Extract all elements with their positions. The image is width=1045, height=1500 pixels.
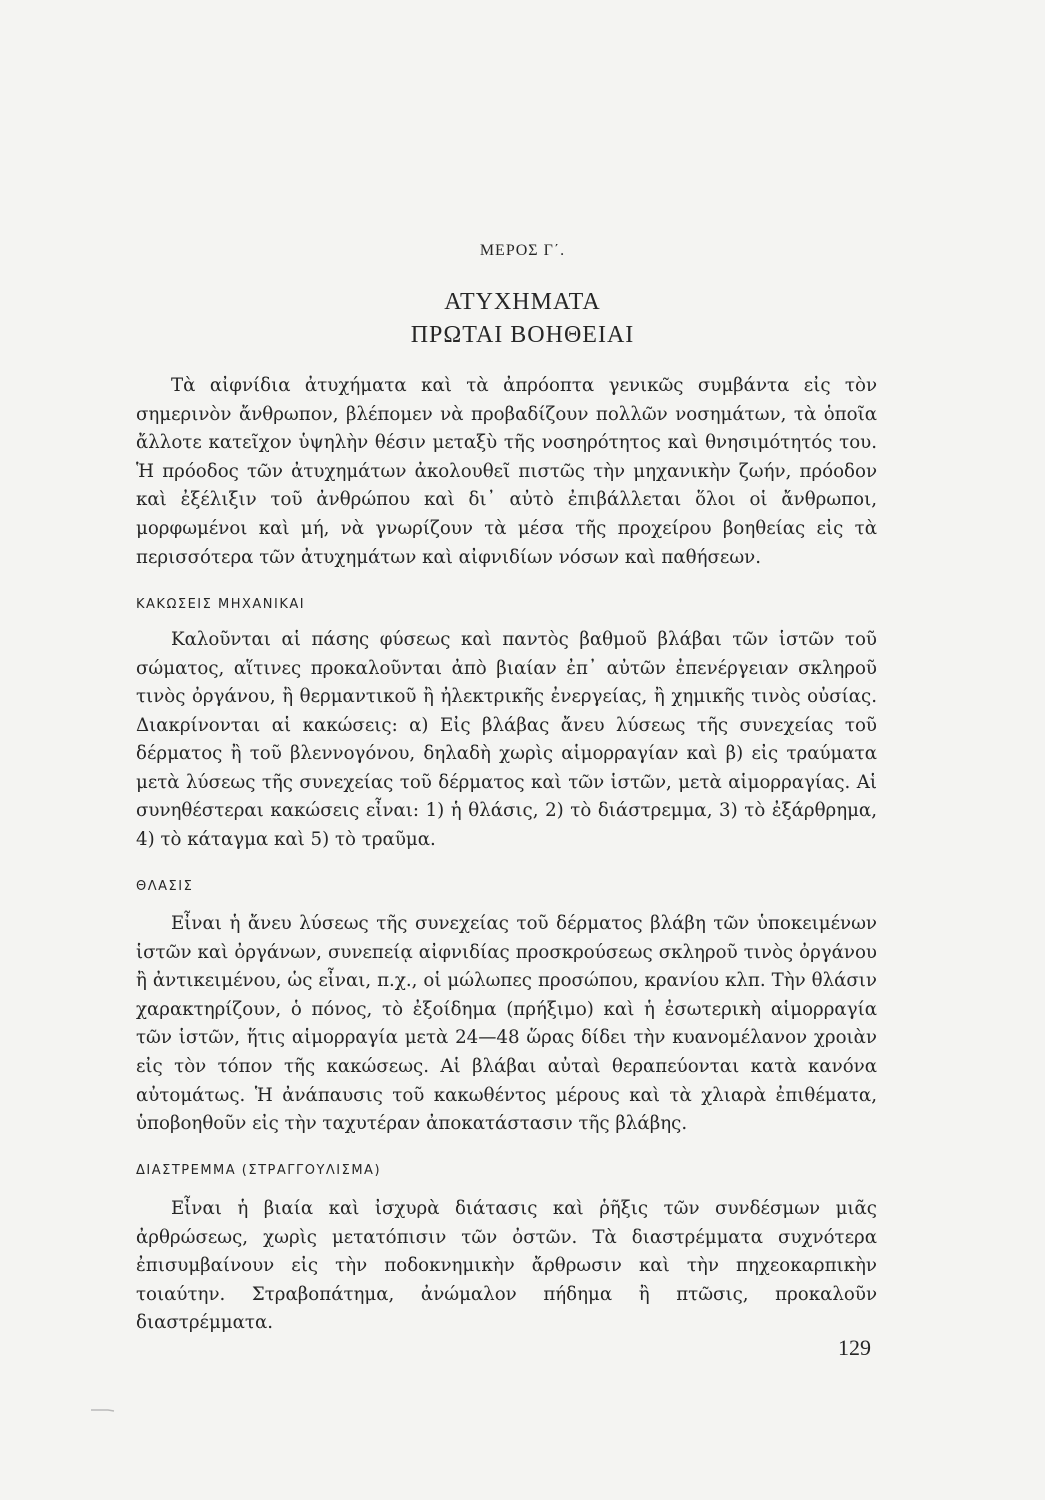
part-label: ΜΕΡΟΣ Γ΄. [479, 242, 566, 259]
scan-smudge-mark [90, 1407, 116, 1413]
section-heading-contusion: ΘΛΑΣΙΣ [136, 879, 194, 894]
section-heading-sprain: ΔΙΑΣΤΡΕΜΜΑ (ΣΤΡΑΓΓΟΥΛΙΣΜΑ) [136, 1163, 382, 1178]
section-paragraph-contusion: Εἶναι ἡ ἄνευ λύσεως τῆς συνεχείας τοῦ δέρματος βλάβη τῶν ὑποκειμένων ἱστῶν καὶ ὀργάνων, συνεπείᾳ αἰφνιδίας προσκρούσεως σκληροῦ τινὸς ὀργάνου ἢ ἀντικειμένου, ὡς εἶναι, π.χ., οἱ μώλωπες προσώπου, κρανίου κλπ. Τὴν θλάσιν χαρακτηρίζουν, ὁ πόνος, τὸ ἐξοίδημα (πρήξιμο) καὶ ἡ ἐσωτερικὴ αἱμορραγία τῶν ἱστῶν, ἥτις αἱμορραγία μετὰ 24—48 ὥρας δίδει τὴν κυανομέλανον χροιὰν εἰς τὸν τόπον τῆς κακώσεως. Αἱ βλάβαι αὐταὶ θεραπεύονται κατὰ κανόνα αὐτομάτως. Ἡ ἀνάπαυσις τοῦ κακωθέντος μέρους καὶ τὰ χλιαρὰ ἐπιθέματα, ὑποβοηθοῦν εἰς τὴν ταχυτέραν ἀποκατάστασιν τῆς βλάβης. [136, 913, 877, 1135]
section-heading-mechanical-injuries: ΚΑΚΩΣΕΙΣ ΜΗΧΑΝΙΚΑΙ [136, 597, 306, 612]
page-number: 129 [838, 1335, 871, 1360]
intro-paragraph: Τὰ αἰφνίδια ἀτυχήματα καὶ τὰ ἀπρόοπτα γενικῶς συμβάντα εἰς τὸν σημερινὸν ἄνθρωπον, βλέπομεν νὰ προβαδίζουν πολλῶν νοσημάτων, τὰ ὁποῖα ἄλλοτε κατεῖχον ὑψηλὴν θέσιν μεταξὺ τῆς νοσηρότητος καὶ θνησιμότητός του. Ἡ πρόοδος τῶν ἀτυχημάτων ἀκολουθεῖ πιστῶς τὴν μηχανικὴν ζωήν, πρόοδον καὶ ἐξέλιξιν τοῦ ἀνθρώπου καὶ δι᾽ αὐτὸ ἐπιβάλλεται ὅλοι οἱ ἄνθρωποι, μορφωμένοι καὶ μή, νὰ γνωρίζουν τὰ μέσα τῆς προχείρου βοηθείας εἰς τὰ περισσότερα τῶν ἀτυχημάτων καὶ αἰφνιδίων νόσων καὶ παθήσεων. [136, 375, 877, 568]
chapter-title: ΑΤΥΧΗΜΑΤΑ [444, 289, 601, 315]
section-paragraph-mechanical-injuries: Καλοῦνται αἱ πάσης φύσεως καὶ παντὸς βαθμοῦ βλάβαι τῶν ἱστῶν τοῦ σώματος, αἵτινες προκαλοῦνται ἀπὸ βιαίαν ἐπ᾽ αὐτῶν ἐπενέργειαν σκληροῦ τινὸς ὀργάνου, ἢ θερμαντικοῦ ἢ ἠλεκτρικῆς ἐνεργείας, ἢ χημικῆς τινὸς οὐσίας. Διακρίνονται αἱ κακώσεις: α) Εἰς βλάβας ἄνευ λύσεως τῆς συνεχείας τοῦ δέρματος ἢ τοῦ βλεννογόνου, δηλαδὴ χωρὶς αἱμορραγίαν καὶ β) εἰς τραύματα μετὰ λύσεως τῆς συνεχείας τοῦ δέρματος καὶ τῶν ἱστῶν, μετὰ αἱμορραγίας. Αἱ συνηθέστεραι κακώσεις εἶναι: 1) ἡ θλάσις, 2) τὸ διάστρεμμα, 3) τὸ ἐξάρθρημα, 4) τὸ κάταγμα καὶ 5) τὸ τραῦμα. [136, 629, 877, 850]
section-paragraph-sprain: Εἶναι ἡ βιαία καὶ ἰσχυρὰ διάτασις καὶ ῥῆξις τῶν συνδέσμων μιᾶς ἀρθρώσεως, χωρὶς μετατόπισιν τῶν ὀστῶν. Τὰ διαστρέμματα συχνότερα ἐπισυμβαίνουν εἰς τὴν ποδοκνημικὴν ἄρθρωσιν καὶ τὴν πηχεοκαρπικὴν τοιαύτην. Στραβοπάτημα, ἀνώμαλον πήδημα ἢ πτῶσις, προκαλοῦν διαστρέμματα. [136, 1198, 877, 1334]
chapter-subtitle: ΠΡΩΤΑΙ ΒΟΗΘΕΙΑΙ [410, 322, 635, 348]
